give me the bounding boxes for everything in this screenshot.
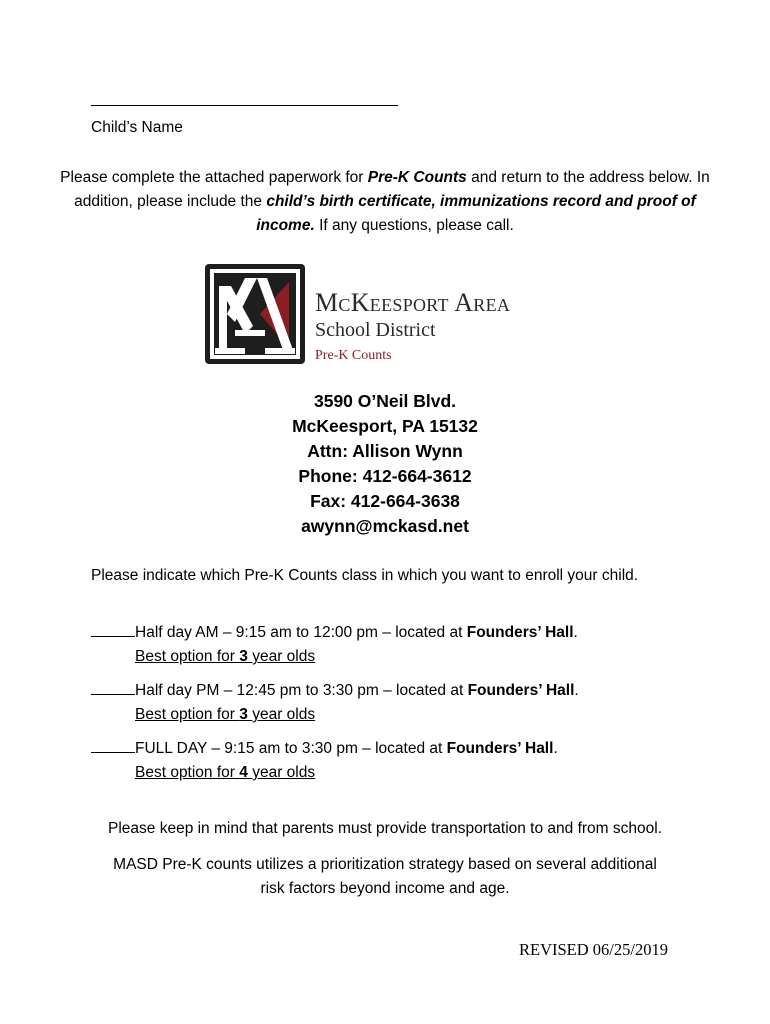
intro-text-3: If any questions, please call. bbox=[314, 217, 514, 234]
logo-title: McKeesport Area bbox=[315, 288, 511, 317]
option-blank-line[interactable] bbox=[91, 738, 135, 753]
logo-program: Pre-K Counts bbox=[315, 348, 392, 363]
intro-text-2: and return to the address below. In addition, please include the bbox=[74, 169, 710, 210]
prioritization-line-1: MASD Pre-K counts utilizes a prioritization strategy based on several additional bbox=[113, 856, 657, 873]
address-street: 3590 O’Neil Blvd. bbox=[313, 391, 456, 411]
enroll-instruction: Please indicate which Pre-K Counts class in which you want to enroll your child. bbox=[91, 567, 639, 584]
address-phone: Phone: 412-664-3612 bbox=[298, 466, 472, 486]
option-full-day: FULL DAY – 9:15 am to 3:30 pm – located at Founders’ Hall. Best option for 4 year olds bbox=[91, 737, 558, 785]
intro-program: Pre-K Counts bbox=[367, 169, 467, 186]
district-logo bbox=[205, 264, 575, 368]
intro-paragraph bbox=[60, 166, 710, 238]
option-blank-line[interactable] bbox=[91, 622, 135, 637]
address-block bbox=[185, 389, 585, 539]
address-fax: Fax: 412-664-3638 bbox=[310, 491, 460, 511]
child-name-line bbox=[91, 105, 398, 106]
address-city: McKeesport, PA 15132 bbox=[292, 416, 478, 436]
address-attn: Attn: Allison Wynn bbox=[307, 441, 463, 461]
prioritization-line-2: risk factors beyond income and age. bbox=[260, 880, 510, 897]
revised-date: REVISED 06/25/2019 bbox=[519, 940, 668, 959]
prioritization-note bbox=[60, 853, 710, 901]
option-best-note: Best option for 4 year olds bbox=[135, 764, 316, 781]
child-name-label: Child’s Name bbox=[91, 119, 183, 136]
option-best-note: Best option for 3 year olds bbox=[135, 706, 316, 723]
option-half-day-pm: Half day PM – 12:45 pm to 3:30 pm – located at Founders’ Hall. Best option for 3 year olds bbox=[91, 679, 579, 727]
intro-text-1: Please complete the attached paperwork for bbox=[60, 169, 368, 186]
option-best-note: Best option for 3 year olds bbox=[135, 648, 316, 665]
address-email: awynn@mckasd.net bbox=[301, 516, 469, 536]
logo-subtitle: School District bbox=[315, 319, 436, 341]
option-half-day-am: Half day AM – 9:15 am to 12:00 pm – located at Founders’ Hall. Best option for 3 year olds bbox=[91, 621, 578, 669]
transport-note: Please keep in mind that parents must provide transportation to and from school. bbox=[108, 820, 662, 837]
district-emblem-icon bbox=[205, 264, 305, 364]
intro-documents: child’s birth certificate, immunizations record and proof of income. bbox=[256, 193, 696, 234]
option-blank-line[interactable] bbox=[91, 680, 135, 695]
